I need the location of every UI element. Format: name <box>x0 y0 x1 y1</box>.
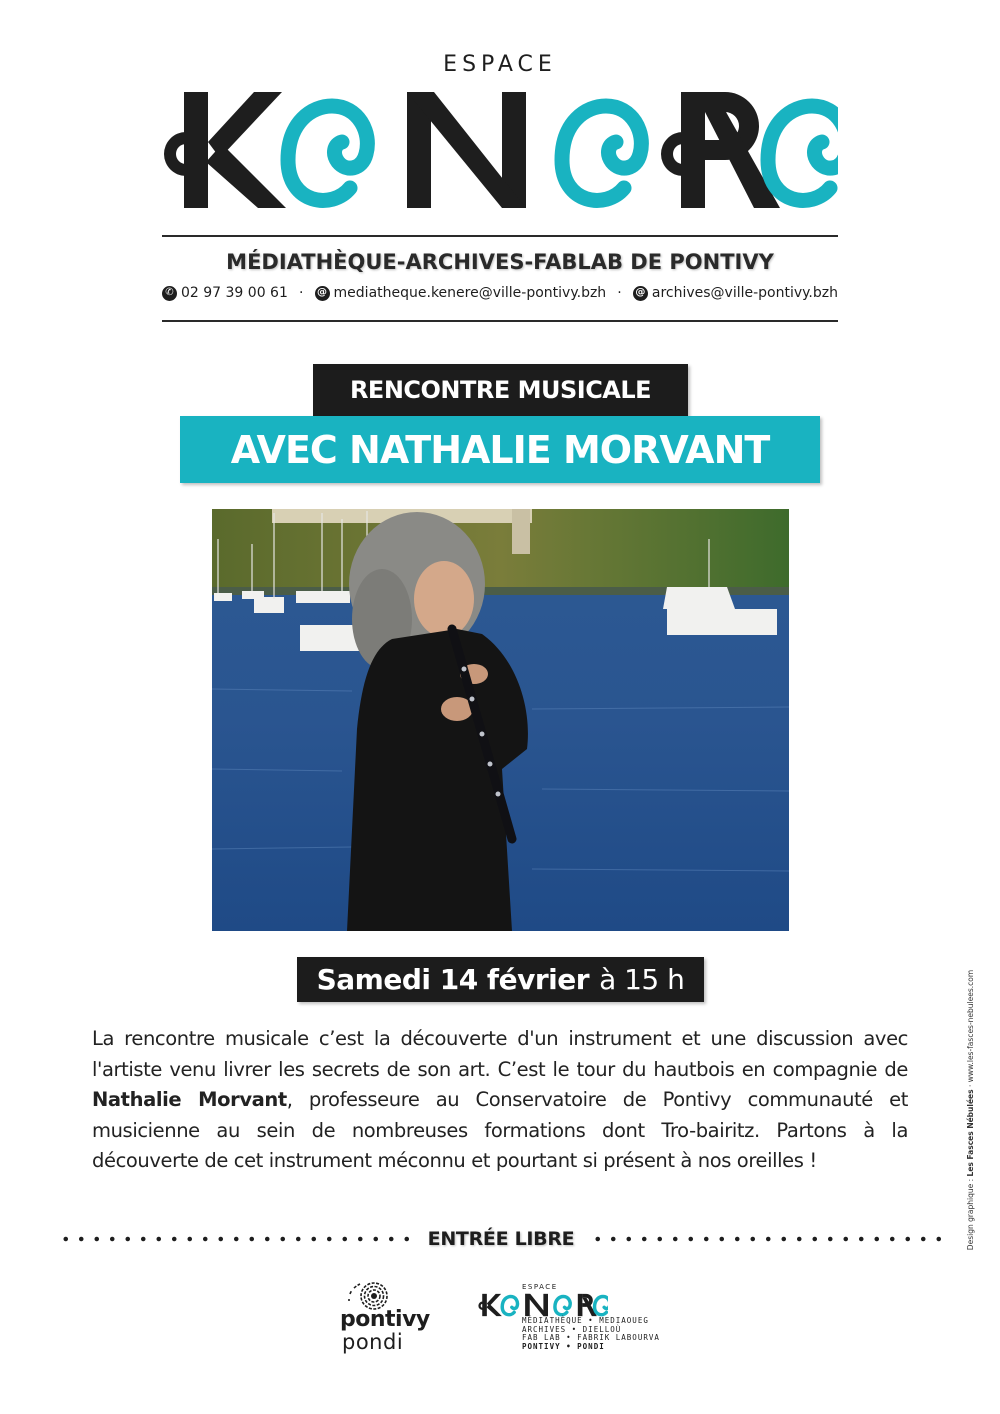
pontivy-wordmark: pontivy <box>340 1307 430 1332</box>
description-part-2: , professeure au Conservatoire de Pontivy communauté et musicienne au sein de nombreuses formations dont Tro-bairitz. Partons à la découverte de cet instrument méconnu et pourtant si présent à nos oreilles ! <box>92 1088 908 1172</box>
logo-letter-k <box>164 92 286 208</box>
phone-number[interactable]: 02 97 39 00 61 <box>181 285 288 301</box>
pondi-wordmark: pondi <box>342 1330 404 1354</box>
kenere-footer-lines <box>522 1317 660 1351</box>
event-category-banner: RENCONTRE MUSICALE <box>313 364 688 416</box>
artist-name: Nathalie Morvant <box>92 1088 287 1111</box>
credit-name: Les Fasces Nébulées <box>966 1089 975 1177</box>
kenere-footer-espace: ESPACE <box>522 1283 558 1291</box>
credit-prefix: Design graphique : <box>966 1176 975 1251</box>
kenere-mini-logo-icon <box>478 1293 608 1317</box>
kenere-footer-logo <box>478 1283 668 1353</box>
dotted-divider-right <box>590 1236 944 1242</box>
separator: · <box>617 285 622 301</box>
phone-icon: ✆ <box>162 286 177 301</box>
kenere-logo <box>162 92 838 208</box>
email-archives[interactable]: archives@ville-pontivy.bzh <box>651 285 838 301</box>
separator: · <box>298 285 304 301</box>
event-title-banner: AVEC NATHALIE MORVANT <box>180 416 820 483</box>
contact-email-mediatheque <box>315 285 607 301</box>
espace-label: ESPACE <box>443 52 557 77</box>
divider-bottom <box>162 320 838 322</box>
institution-subtitle: MÉDIATHÈQUE-ARCHIVES-FABLAB DE PONTIVY <box>226 250 774 274</box>
event-date: Samedi 14 février <box>316 963 590 996</box>
event-description <box>92 1024 908 1177</box>
description-part-1: La rencontre musicale c’est la découverte d'un instrument et une discussion avec l'artiste venu livrer les secrets de son art. C’est le tour du hautbois en compagnie de <box>92 1027 908 1081</box>
divider-top <box>162 235 838 237</box>
kenere-line-2: ARCHIVES • DIELLOÙ <box>522 1324 622 1334</box>
at-icon: @ <box>633 286 648 301</box>
at-icon: @ <box>315 286 330 301</box>
kenere-line-3: FAB LAB • FABRIK LABOURVA <box>522 1333 660 1342</box>
contact-bar <box>162 285 838 301</box>
entry-label: ENTRÉE LIBRE <box>427 1228 575 1250</box>
event-time: à 15 h <box>599 963 685 996</box>
email-mediatheque[interactable]: mediatheque.kenere@ville-pontivy.bzh <box>333 285 607 301</box>
event-photo <box>212 509 789 931</box>
contact-phone <box>162 285 288 301</box>
contact-email-archives <box>633 285 838 301</box>
pontivy-logo <box>340 1280 445 1355</box>
kenere-line-1: MÉDIATHÈQUE • MEDIAOUEG <box>522 1316 649 1325</box>
entry-info <box>58 1226 944 1252</box>
dotted-divider-left <box>58 1236 412 1242</box>
kenere-line-4: PONTIVY • PONDI <box>522 1341 605 1351</box>
credit-url[interactable]: · www.les-fasces-nebulees.com <box>966 969 975 1090</box>
event-date-banner <box>297 957 704 1002</box>
